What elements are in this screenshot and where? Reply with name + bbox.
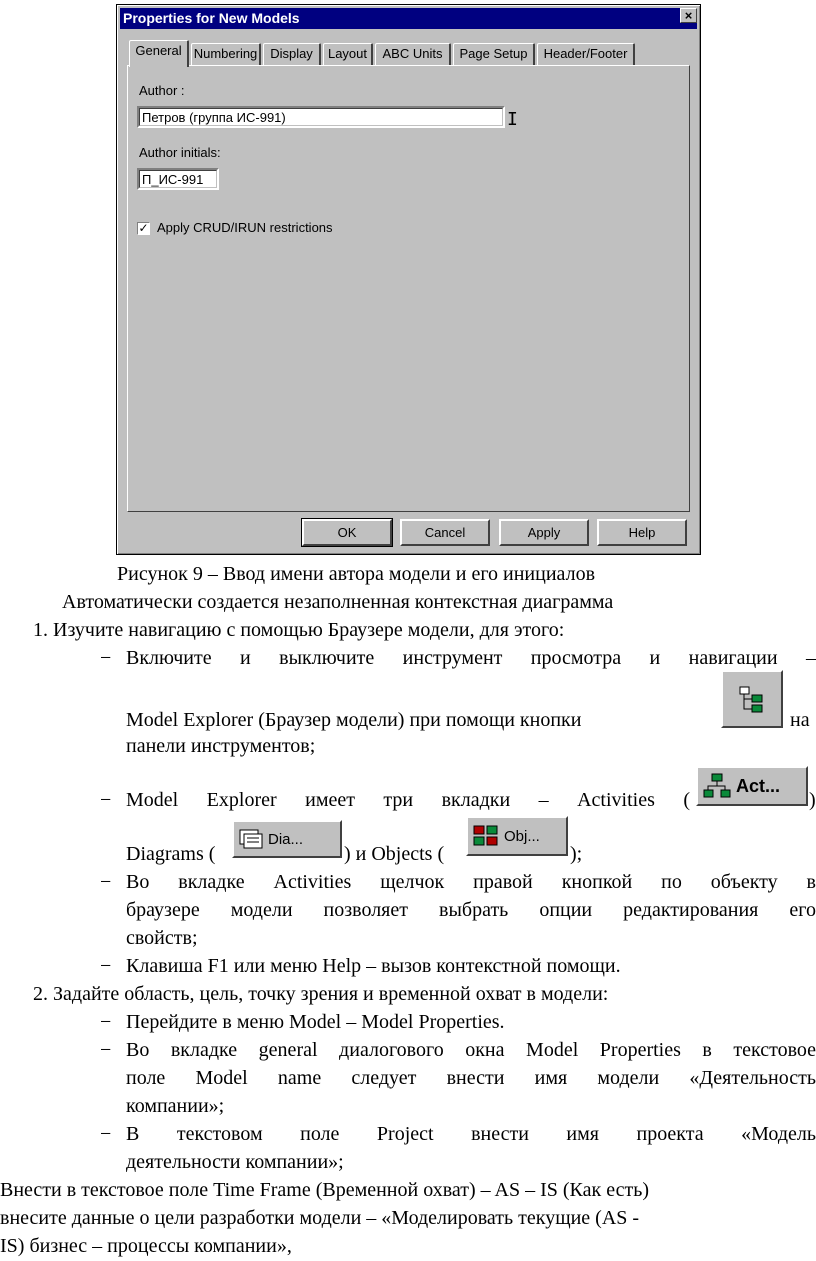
objects-icon (472, 824, 500, 848)
crud-checkbox[interactable]: ✓ (138, 221, 149, 235)
tab-general[interactable]: General (129, 40, 189, 67)
bullet-dash: − (100, 1011, 112, 1033)
tab-header-footer[interactable]: Header/Footer (537, 43, 635, 65)
bullet-dash: − (100, 1123, 112, 1145)
bullet1-line2: Model Explorer (Браузер модели) при помощи кнопки (126, 709, 582, 731)
tab-panel-general (127, 65, 690, 512)
bullet-dash: − (100, 871, 112, 893)
intro-text: Автоматически создается незаполненная контекстная диаграмма (62, 591, 614, 613)
close-button[interactable] (680, 8, 697, 23)
sub-bullet-3-line2: деятельности компании»; (126, 1151, 344, 1173)
bullet-dash: − (100, 789, 112, 811)
sub-bullet-3-line1: В текстовом поле Project внести имя проекта «Модель (126, 1123, 816, 1145)
bullet2-line1: Model Explorer имеет три вкладки – Activities ( (126, 789, 690, 811)
bullet2-line2b: ) и Objects ( (344, 843, 445, 865)
list-item-2: 2. Задайте область, цель, точку зрения и временной охват в модели: (33, 983, 609, 1005)
list-item-1: 1. Изучите навигацию с помощью Браузере модели, для этого: (33, 619, 565, 641)
activities-tab-button[interactable] (696, 766, 808, 806)
bullet3-line1: Во вкладке Activities щелчок правой кнопкой по объекту в (126, 871, 816, 893)
author-input[interactable]: Петров (группа ИС-991) (137, 106, 505, 128)
bullet1-line2-end: на (790, 709, 810, 731)
bullet3-line3: свойств; (126, 927, 198, 949)
sub-bullet-2-line2: поле Model name следует внести имя модели «Деятельность (126, 1067, 816, 1089)
diagrams-button-label: Dia... (268, 830, 304, 848)
bullet2-line1-end: ) (809, 789, 816, 811)
paragraph-line2: внесите данные о цели разработки модели – «Моделировать текущие (AS - (0, 1207, 640, 1229)
sub-bullet-1: Перейдите в меню Model – Model Properties. (126, 1011, 505, 1033)
sub-bullet-2-line3: компании»; (126, 1095, 225, 1117)
text-cursor-icon: I (507, 109, 518, 130)
properties-dialog (116, 4, 701, 555)
bullet2-line2c: ); (570, 843, 583, 865)
model-explorer-button[interactable] (721, 670, 783, 728)
activities-button-label: Act... (736, 775, 781, 796)
apply-button[interactable]: Apply (499, 519, 589, 546)
author-label: Author : (139, 83, 185, 98)
cancel-button[interactable]: Cancel (400, 519, 490, 546)
tab-layout[interactable]: Layout (323, 43, 373, 65)
model-explorer-icon (737, 684, 767, 714)
objects-tab-button[interactable] (466, 816, 568, 856)
close-icon: × (684, 8, 693, 23)
crud-checkbox-label: Apply CRUD/IRUN restrictions (157, 220, 333, 235)
paragraph-line3: IS) бизнес – процессы компании», (0, 1235, 292, 1257)
tab-page-setup[interactable]: Page Setup (453, 43, 535, 65)
bullet1-line1: Включите и выключите инструмент просмотра и навигации – (126, 647, 816, 669)
dialog-title: Properties for New Models (120, 8, 697, 29)
tab-numbering[interactable]: Numbering (191, 43, 261, 65)
bullet-dash: − (100, 647, 112, 669)
activities-icon (702, 772, 732, 800)
bullet3-line2: браузере модели позволяет выбрать опции редактирования его (126, 899, 816, 921)
bullet2-line2a: Diagrams ( (126, 843, 216, 865)
bullet4: Клавиша F1 или меню Help – вызов контекстной помощи. (126, 955, 621, 977)
paragraph-line1: Внести в текстовое поле Time Frame (Временной охват) – AS – IS (Как есть) (0, 1179, 650, 1201)
ok-button[interactable]: OK (302, 519, 392, 546)
help-button[interactable]: Help (597, 519, 687, 546)
bullet-dash: − (100, 955, 112, 977)
figure-caption: Рисунок 9 – Ввод имени автора модели и его инициалов (117, 563, 596, 585)
tab-abc-units[interactable]: ABC Units (375, 43, 451, 65)
diagrams-icon (238, 828, 264, 850)
bullet-dash: − (100, 1039, 112, 1061)
bullet1-line3: панели инструментов; (126, 735, 316, 757)
diagrams-tab-button[interactable] (232, 820, 342, 858)
initials-label: Author initials: (139, 145, 221, 160)
tab-display[interactable]: Display (263, 43, 321, 65)
sub-bullet-2-line1: Во вкладке general диалогового окна Model Properties в текстовое (126, 1039, 816, 1061)
objects-button-label: Obj... (504, 827, 540, 845)
initials-input[interactable]: П_ИС-991 (137, 168, 219, 190)
